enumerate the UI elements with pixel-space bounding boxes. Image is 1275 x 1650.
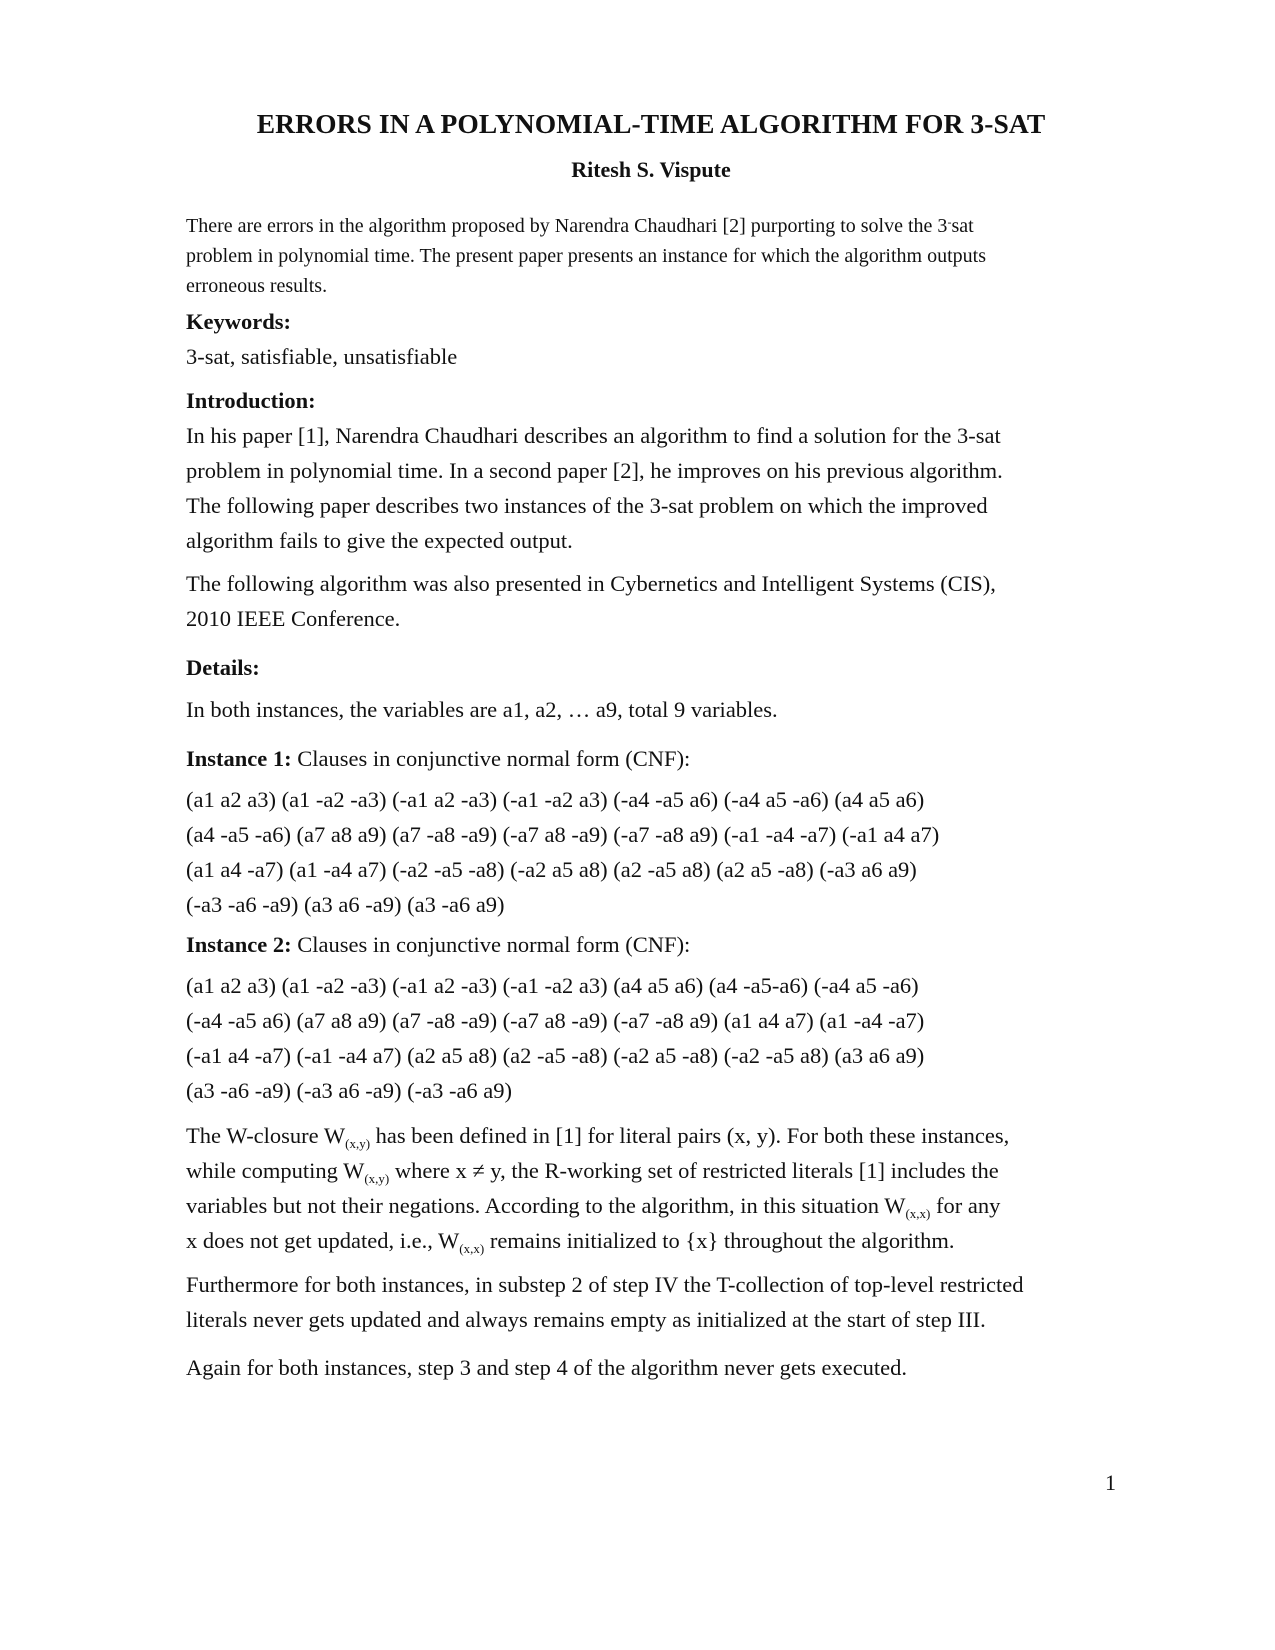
furthermore-line: literals never gets updated and always remains empty as initialized at the start of step III. xyxy=(186,1307,986,1332)
clause-line: (a1 a2 a3) (a1 -a2 -a3) (-a1 a2 -a3) (-a1 -a2 a3) (-a4 -a5 a6) (-a4 a5 -a6) (a4 a5 a6) xyxy=(186,787,925,812)
clause-line: (-a1 a4 -a7) (-a1 -a4 a7) (a2 a5 a8) (a2 -a5 -a8) (-a2 a5 -a8) (-a2 -a5 a8) (a3 a6 a9) xyxy=(186,1043,925,1068)
intro-line: In his paper [1], Narendra Chaudhari describes an algorithm to find a solution for the 3-sat xyxy=(186,423,1001,448)
clause-line: (a4 -a5 -a6) (a7 a8 a9) (a7 -a8 -a9) (-a7 a8 -a9) (-a7 -a8 a9) (-a1 -a4 -a7) (-a1 a4 a7) xyxy=(186,822,940,847)
details-heading: Details: xyxy=(186,655,260,680)
author-name: Ritesh S. Vispute xyxy=(571,157,731,182)
w-closure-line: while computing $W_{(x,y)}$ where x ≠ y, the R-working set of restricted literals [1] includes the xyxy=(186,1158,999,1186)
instance-1-label: Instance 1: xyxy=(186,746,292,771)
clause-line: (a1 a2 a3) (a1 -a2 -a3) (-a1 a2 -a3) (-a1 -a2 a3) (a4 a5 a6) (a4 -a5-a6) (-a4 a5 -a6) xyxy=(186,973,919,998)
keywords-text: 3-sat, satisfiable, unsatisfiable xyxy=(186,344,458,369)
instance-2-caption: Clauses in conjunctive normal form (CNF): xyxy=(291,932,691,957)
keywords-section xyxy=(186,304,1116,374)
furthermore-paragraph xyxy=(186,1267,1116,1337)
abstract-line: problem in polynomial time. The present paper presents an instance for which the algorithm outputs xyxy=(186,245,986,267)
furthermore-line: Furthermore for both instances, in substep 2 of step IV the T-collection of top-level restricted xyxy=(186,1272,1024,1297)
clause-line: (-a4 -a5 a6) (a7 a8 a9) (a7 -a8 -a9) (-a7 a8 -a9) (-a7 -a8 a9) (a1 a4 a7) (a1 -a4 -a7) xyxy=(186,1008,925,1033)
w-closure-line: The W-closure $W_{(x,y)}$ has been defined in [1] for literal pairs (x, y). For both these instances, xyxy=(186,1123,1010,1151)
instance-1-title xyxy=(186,741,1116,776)
instance-1-caption: Clauses in conjunctive normal form (CNF): xyxy=(291,746,691,771)
page-number: 1 xyxy=(1105,1470,1116,1495)
abstract xyxy=(186,211,1106,301)
w-closure-line: x does not get updated, i.e., $W_{(x,x)}$ remains initialized to {x} throughout the algorithm. xyxy=(186,1228,955,1256)
instance-1 xyxy=(186,741,1116,922)
details-section xyxy=(186,650,1116,685)
intro-line: The following paper describes two instances of the 3-sat problem on which the improved xyxy=(186,493,988,518)
instance-2-label: Instance 2: xyxy=(186,932,292,957)
instance-2 xyxy=(186,927,1116,1108)
w-closure-line: variables but not their negations. According to the algorithm, in this situation $W_{(x,x)}$ for any xyxy=(186,1193,1001,1221)
introduction-section xyxy=(186,383,1116,558)
details-text-block xyxy=(186,692,1116,727)
clause-line: (a1 a4 -a7) (a1 -a4 a7) (-a2 -a5 -a8) (-a2 a5 a8) (a2 -a5 a8) (a2 a5 -a8) (-a3 a6 a9) xyxy=(186,857,917,882)
conference-paragraph xyxy=(186,566,1116,636)
paper-title: ERRORS IN A POLYNOMIAL-TIME ALGORITHM FOR 3-SAT xyxy=(256,108,1046,139)
again-paragraph xyxy=(186,1350,1116,1385)
keywords-heading: Keywords: xyxy=(186,309,291,334)
introduction-heading: Introduction: xyxy=(186,388,316,413)
intro-line: problem in polynomial time. In a second paper [2], he improves on his previous algorithm. xyxy=(186,458,1003,483)
conference-line: 2010 IEEE Conference. xyxy=(186,606,401,631)
clause-line: (a3 -a6 -a9) (-a3 a6 -a9) (-a3 -a6 a9) xyxy=(186,1078,513,1103)
instance-2-title xyxy=(186,927,1116,962)
w-closure-paragraph xyxy=(186,1118,1116,1258)
again-line: Again for both instances, step 3 and step 4 of the algorithm never gets executed. xyxy=(186,1355,908,1380)
conference-line: The following algorithm was also presented in Cybernetics and Intelligent Systems (CIS), xyxy=(186,571,996,596)
details-text: In both instances, the variables are a1, a2, … a9, total 9 variables. xyxy=(186,697,778,722)
intro-line: algorithm fails to give the expected output. xyxy=(186,528,573,553)
clause-line: (-a3 -a6 -a9) (a3 a6 -a9) (a3 -a6 a9) xyxy=(186,892,505,917)
abstract-line: There are errors in the algorithm proposed by Narendra Chaudhari [2] purporting to solve the 3-sat xyxy=(186,215,974,237)
abstract-line: erroneous results. xyxy=(186,275,328,297)
